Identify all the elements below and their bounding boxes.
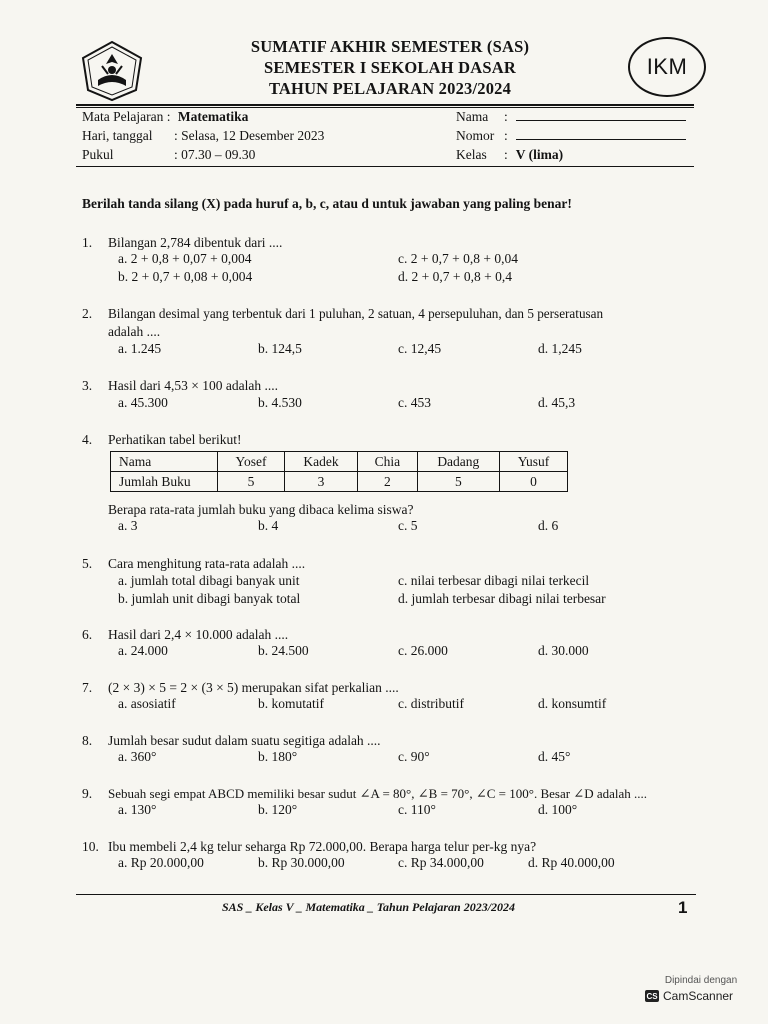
exam-title: SUMATIF AKHIR SEMESTER (SAS) SEMESTER I SEKOLAH DASAR TAHUN PELAJARAN 2023/2024 xyxy=(250,37,530,98)
q2-option-c[interactable]: c. 12,45 xyxy=(398,341,442,356)
q2-option-a[interactable]: a. 1.245 xyxy=(118,341,162,356)
q10-option-d[interactable]: d. Rp 40.000,00 xyxy=(528,855,615,870)
q4-option-c[interactable]: c. 5 xyxy=(398,518,418,533)
q7-option-d[interactable]: d. konsumtif xyxy=(538,696,607,711)
table-cell: 5 xyxy=(417,472,500,492)
nomor-field[interactable]: Nomor : xyxy=(456,127,686,145)
q3-option-a[interactable]: a. 45.300 xyxy=(118,395,168,410)
table-header-cell: Kadek xyxy=(285,452,358,472)
q2-option-d[interactable]: d. 1,245 xyxy=(538,341,582,356)
footer-divider xyxy=(76,894,696,895)
q3-option-d[interactable]: d. 45,3 xyxy=(538,395,576,410)
table-cell: 3 xyxy=(285,472,358,492)
q8-option-d[interactable]: d. 45° xyxy=(538,749,571,764)
nama-field[interactable]: Nama : xyxy=(456,108,686,126)
table-header-cell: Yosef xyxy=(218,452,285,472)
table-header-cell: Yusuf xyxy=(500,452,568,472)
q7-option-b[interactable]: b. komutatif xyxy=(258,696,324,711)
q1-option-d[interactable]: d. 2 + 0,7 + 0,8 + 0,4 xyxy=(398,269,512,284)
exam-page: SUMATIF AKHIR SEMESTER (SAS) SEMESTER I SEKOLAH DASAR TAHUN PELAJARAN 2023/2024 IKM Mata Pelajaran : Matematika Hari, tanggal : Selasa, 12 Desember 2023 Pukul : 07.30 – 09.30 Nama : Nomor : Kelas : V (lima) Berilah tanda silang (X) pada huruf a, b, c, atau d untuk jawaban yang paling benar! 1. Bilangan 2,784 dibentuk dari .... a. 2 + 0,8 + 0,07 + 0,004 b. 2 + 0,7 + 0,08 + 0,004 c. 2 + 0,7 + 0,8 + 0,04 d. 2 + 0,7 + 0,8 + 0,4 2. Bilangan desimal yang terbentuk dari 1 puluhan, 2 satuan, 4 persepuluhan, dan 5 perseratusan adalah .... a. 1.245 b. 124,5 c. 12,45 d. 1,245 3. Hasil dari 4,53 × 100 adalah .... a. 45.300 b. 4.530 c. 453 d. 45,3 4. Perhatikan tabel berikut! Nama Yosef Kadek Chia Dadang Yusuf Jumlah Buku 5 3 2 5 0 Berapa rata-rata jumlah buku yang dibaca kelima siswa? a. 3 b. 4 c. 5 d. 6 5. Cara menghitung rata-rata adalah .... a. jumlah total dibagi banyak unit b. jumlah unit dibagi banyak total c. nilai terbesar dibagi nilai terkecil d. jumlah terbesar dibagi nilai terbesar 6. Hasil dari 2,4 × 10.000 adalah .... a. 24.000 b. 24.500 c. 26.000 d. 30.000 7. (2 × 3) × 5 = 2 × (3 × 5) merupakan sifat perkalian .... a. asosiatif b. komutatif c. distributif d. konsumtif 8. Jumlah besar sudut dalam suatu segitiga adalah .... a. 360° b. 180° c. 90° d. 45° 9. Sebuah segi empat ABCD memiliki besar sudut ∠A = 80°, ∠B = 70°, ∠C = 100°. Besar ∠D adalah .... a. 130° b. 120° c. 110° d. 100° 10. Ibu membeli 2,4 kg telur seharga Rp 72.000,00. Berapa harga telur per-kg nya? a. Rp 20.000,00 b. Rp 30.000,00 c. Rp 34.000,00 d. Rp 40.000,00 SAS _ Kelas V _ Matematika _ Tahun Pelajaran 2023/2024 1 Dipindai dengan CS CamScanner xyxy=(0,0,768,1024)
q6-option-a[interactable]: a. 24.000 xyxy=(118,643,168,658)
q9-option-d[interactable]: d. 100° xyxy=(538,802,578,817)
instruction: Berilah tanda silang (X) pada huruf a, b, c, atau d untuk jawaban yang paling benar! xyxy=(82,196,572,211)
info-divider xyxy=(76,166,694,167)
header-divider xyxy=(76,104,694,106)
q10-option-c[interactable]: c. Rp 34.000,00 xyxy=(398,855,484,870)
pukul-row: Pukul : 07.30 – 09.30 xyxy=(82,147,256,162)
q1-option-c[interactable]: c. 2 + 0,7 + 0,8 + 0,04 xyxy=(398,251,518,266)
q5-option-b[interactable]: b. jumlah unit dibagi banyak total xyxy=(118,591,301,606)
table-cell: 5 xyxy=(218,472,285,492)
table-header-cell: Nama xyxy=(111,452,218,472)
q1-option-b[interactable]: b. 2 + 0,7 + 0,08 + 0,004 xyxy=(118,269,253,284)
table-header-cell: Chia xyxy=(358,452,417,472)
kelas-row: Kelas : V (lima) xyxy=(456,147,564,162)
q8-option-b[interactable]: b. 180° xyxy=(258,749,298,764)
q9-option-c[interactable]: c. 110° xyxy=(398,802,436,817)
q4-option-b[interactable]: b. 4 xyxy=(258,518,279,533)
nama-blank[interactable] xyxy=(516,108,686,121)
q7-option-c[interactable]: c. distributif xyxy=(398,696,464,711)
table-row xyxy=(111,472,568,492)
q5-option-d[interactable]: d. jumlah terbesar dibagi nilai terbesar xyxy=(398,591,606,606)
page-number: 1 xyxy=(678,898,688,917)
q8-option-a[interactable]: a. 360° xyxy=(118,749,157,764)
q7-option-a[interactable]: a. asosiatif xyxy=(118,696,176,711)
mapel-row: Mata Pelajaran : Matematika xyxy=(82,109,249,124)
q4-option-a[interactable]: a. 3 xyxy=(118,518,138,533)
table-cell: 0 xyxy=(500,472,568,492)
table-cell: Jumlah Buku xyxy=(111,472,218,492)
q6-option-b[interactable]: b. 24.500 xyxy=(258,643,309,658)
tut-wuri-handayani-logo xyxy=(78,40,146,102)
footer-text: SAS _ Kelas V _ Matematika _ Tahun Pelajaran 2023/2024 xyxy=(222,900,516,914)
q8-option-c[interactable]: c. 90° xyxy=(398,749,430,764)
q6-option-d[interactable]: d. 30.000 xyxy=(538,643,589,658)
q5-option-a[interactable]: a. jumlah total dibagi banyak unit xyxy=(118,573,300,588)
q4-option-d[interactable]: d. 6 xyxy=(538,518,559,533)
q5-option-c[interactable]: c. nilai terbesar dibagi nilai terkecil xyxy=(398,573,590,588)
q9-option-a[interactable]: a. 130° xyxy=(118,802,157,817)
q1-option-a[interactable]: a. 2 + 0,8 + 0,07 + 0,004 xyxy=(118,251,252,266)
book-table xyxy=(110,451,568,492)
nomor-blank[interactable] xyxy=(516,127,686,140)
q3-option-c[interactable]: c. 453 xyxy=(398,395,431,410)
q2-option-b[interactable]: b. 124,5 xyxy=(258,341,302,356)
table-header-cell: Dadang xyxy=(417,452,500,472)
table-cell: 2 xyxy=(358,472,417,492)
q3-option-b[interactable]: b. 4.530 xyxy=(258,395,302,410)
q10-option-b[interactable]: b. Rp 30.000,00 xyxy=(258,855,345,870)
camscanner-icon: CS xyxy=(646,991,658,1001)
q9-option-b[interactable]: b. 120° xyxy=(258,802,298,817)
table-header-row xyxy=(111,452,568,472)
camscanner-watermark: Dipindai dengan CS CamScanner xyxy=(646,975,738,1003)
ikm-badge: IKM xyxy=(628,37,706,97)
q10-option-a[interactable]: a. Rp 20.000,00 xyxy=(118,855,204,870)
hari-row: Hari, tanggal : Selasa, 12 Desember 2023 xyxy=(82,128,325,143)
q6-option-c[interactable]: c. 26.000 xyxy=(398,643,448,658)
